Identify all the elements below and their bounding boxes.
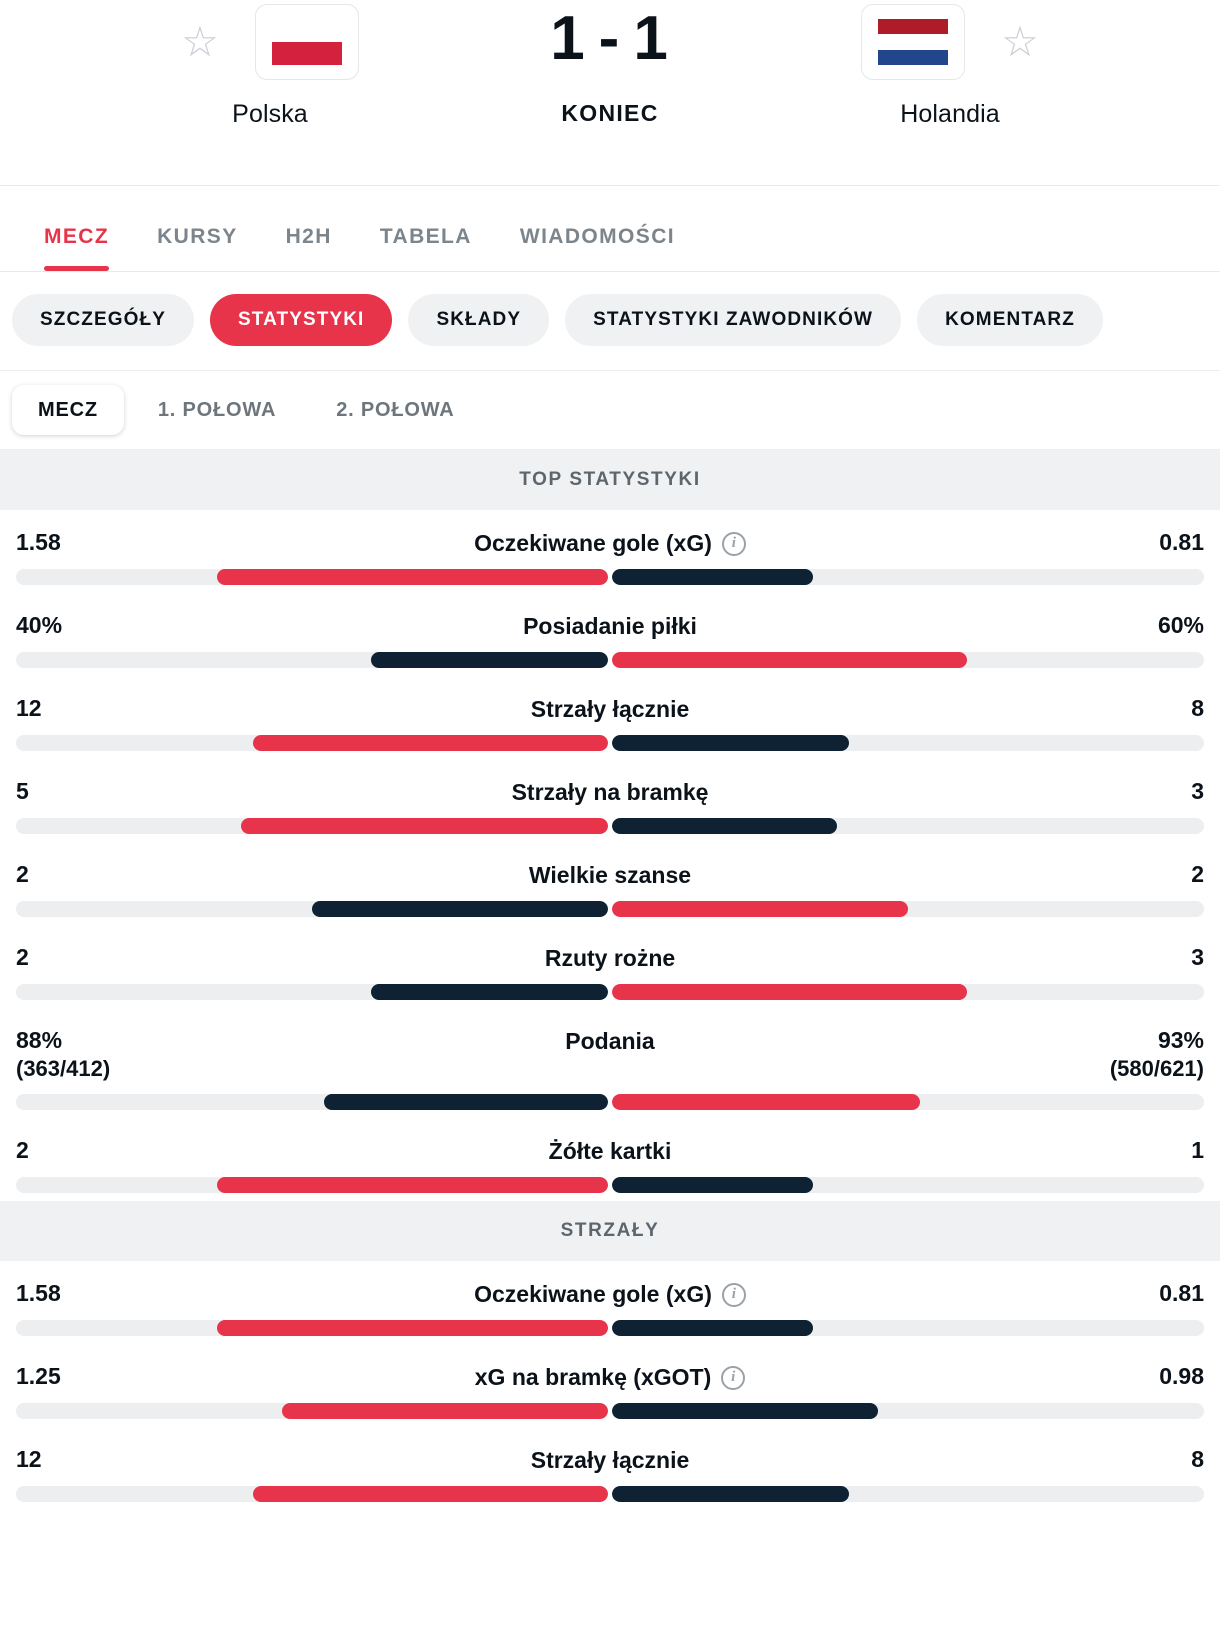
stats-sections	[0, 450, 1220, 1510]
stat-home-value: 2	[16, 1137, 29, 1164]
score-block	[480, 4, 740, 127]
stat-bar-home	[16, 1320, 608, 1336]
stat-label	[156, 860, 1064, 889]
tab-tabela[interactable]: TABELA	[379, 225, 472, 248]
stat-label-text: Wielkie szanse	[528, 862, 692, 888]
stat-bar-home-fill	[312, 901, 608, 917]
stat-row	[16, 1008, 1204, 1118]
stat-row	[16, 1261, 1204, 1344]
stat-bar-home-fill	[217, 1320, 608, 1336]
stat-label	[156, 1136, 1064, 1165]
stat-bar-away	[612, 984, 1204, 1000]
stat-away-value: 1	[1191, 1137, 1204, 1164]
poland-flag-icon	[272, 19, 342, 65]
stat-bar-home-fill	[217, 569, 608, 585]
stat-bar	[16, 1177, 1204, 1193]
stat-bar	[16, 652, 1204, 668]
favorite-star-icon-home[interactable]: ☆	[181, 18, 219, 65]
stat-home-value: 1.58	[16, 1280, 61, 1307]
stat-bar-away	[612, 569, 1204, 585]
stat-bar	[16, 735, 1204, 751]
stat-row	[16, 842, 1204, 925]
stat-home-value: 2	[16, 944, 29, 970]
stat-bar	[16, 818, 1204, 834]
stat-bar	[16, 569, 1204, 585]
stat-bar	[16, 1486, 1204, 1502]
stat-bar	[16, 1320, 1204, 1336]
pill-sklady[interactable]: SKŁADY	[408, 294, 549, 346]
stat-away-value: 60%	[1157, 612, 1204, 638]
stat-home-subvalue: (363/412)	[16, 1055, 111, 1081]
stat-home-value: 12	[16, 1446, 42, 1473]
stat-label	[156, 1026, 1064, 1055]
stat-away-value: 3	[1191, 944, 1204, 970]
stat-bar-away	[612, 1094, 1204, 1110]
pill-statystyki-zawodnikow[interactable]: STATYSTYKI ZAWODNIKÓW	[565, 294, 901, 346]
score-dash: -	[598, 4, 622, 73]
stat-label	[156, 777, 1064, 806]
stat-bar	[16, 901, 1204, 917]
scoreline	[550, 4, 670, 73]
pill-statystyki[interactable]: STATYSTYKI	[210, 294, 392, 346]
stat-bar-away	[612, 735, 1204, 751]
stat-bar-away-fill	[612, 818, 837, 834]
stat-bar-home-fill	[371, 652, 608, 668]
stat-bar-home	[16, 1486, 608, 1502]
stat-home-value: 40%	[16, 612, 63, 638]
stat-label-text: Posiadanie piłki	[523, 613, 697, 639]
stat-label-text: Strzały na bramkę	[511, 779, 709, 805]
stat-away-value: 93% (580/621)	[1064, 1026, 1204, 1082]
away-team-crest	[861, 4, 965, 80]
tab-mecz[interactable]: MECZ	[36, 225, 133, 271]
period-1-polowa[interactable]: 1. POŁOWA	[157, 398, 277, 421]
stat-bar-away-fill	[612, 569, 813, 585]
stat-row	[16, 593, 1204, 676]
away-team-block	[800, 4, 1100, 129]
stat-label	[156, 1279, 1064, 1308]
stat-label-text: Rzuty rożne	[544, 945, 676, 971]
stat-bar-away-fill	[612, 652, 967, 668]
stat-bar-home-fill	[371, 984, 608, 1000]
stat-bar-home	[16, 901, 608, 917]
stat-away-subvalue: (580/621)	[1109, 1055, 1204, 1081]
period-tab-bar	[0, 371, 1220, 450]
stat-bar-away	[612, 901, 1204, 917]
stat-bar-home	[16, 1094, 608, 1110]
home-team-name: Polska	[232, 100, 308, 128]
stat-bar-home-fill	[324, 1094, 608, 1110]
stat-label	[156, 528, 1064, 557]
stat-bar-away	[612, 1320, 1204, 1336]
tab-wiadomosci[interactable]: WIADOMOŚCI	[519, 225, 675, 248]
stat-label-text: Strzały łącznie	[530, 696, 690, 722]
netherlands-flag-icon	[878, 19, 948, 65]
stat-bar-away	[612, 652, 1204, 668]
stat-row	[16, 925, 1204, 1008]
stat-bar-away	[612, 1403, 1204, 1419]
stat-home-value: 2	[16, 861, 29, 887]
stat-bar-home	[16, 818, 608, 834]
stat-bar-away-fill	[612, 1094, 920, 1110]
stat-bar-home	[16, 569, 608, 585]
stat-away-value: 0.98	[1159, 1363, 1204, 1390]
away-score: 1	[633, 4, 670, 73]
stat-bar-away-fill	[612, 984, 967, 1000]
stat-bar-home-fill	[282, 1403, 608, 1419]
stat-list	[0, 1261, 1220, 1510]
stat-bar-home-fill	[241, 818, 608, 834]
primary-tab-bar	[0, 186, 1220, 272]
stat-label-text: xG na bramkę (xGOT)	[474, 1364, 712, 1391]
stat-away-value: 8	[1191, 1446, 1204, 1473]
stat-row	[16, 1118, 1204, 1201]
secondary-tab-bar	[0, 272, 1220, 371]
stat-bar-home-fill	[253, 735, 608, 751]
stat-bar	[16, 1403, 1204, 1419]
section-title: STRZAŁY	[0, 1201, 1220, 1261]
stat-home-value: 12	[16, 695, 42, 721]
stat-label-text: Strzały łącznie	[530, 1447, 690, 1474]
section-title: TOP STATYSTYKI	[0, 450, 1220, 510]
stat-bar-away	[612, 1177, 1204, 1193]
tab-h2h[interactable]: H2H	[285, 225, 332, 248]
stat-away-value: 3	[1191, 778, 1204, 804]
stat-row	[16, 1427, 1204, 1510]
stat-bar-home	[16, 984, 608, 1000]
stat-row	[16, 1344, 1204, 1427]
info-icon[interactable]: i	[722, 532, 746, 556]
stat-bar-away-fill	[612, 1403, 878, 1419]
stat-row	[16, 759, 1204, 842]
stat-list	[0, 510, 1220, 1201]
stat-away-value: 0.81	[1159, 529, 1204, 555]
info-icon[interactable]: i	[721, 1366, 745, 1390]
stat-label	[156, 611, 1064, 640]
period-2-polowa[interactable]: 2. POŁOWA	[336, 398, 455, 421]
stat-bar-away-fill	[612, 901, 908, 917]
stat-home-value: 5	[16, 778, 29, 804]
stat-row	[16, 510, 1204, 593]
stat-label	[156, 1362, 1064, 1391]
stat-label	[156, 943, 1064, 972]
stat-bar-away-fill	[612, 1177, 813, 1193]
stat-bar-away	[612, 1486, 1204, 1502]
stat-bar-home	[16, 652, 608, 668]
favorite-star-icon-away[interactable]: ☆	[1001, 18, 1039, 65]
stat-home-value: 88% (363/412)	[16, 1026, 156, 1082]
stat-bar	[16, 1094, 1204, 1110]
home-score: 1	[550, 4, 587, 73]
period-mecz[interactable]: MECZ	[12, 385, 124, 435]
tab-kursy[interactable]: KURSY	[157, 225, 238, 248]
pill-szczegoly[interactable]: SZCZEGÓŁY	[12, 294, 194, 346]
stat-bar-home-fill	[253, 1486, 608, 1502]
stat-bar-away-fill	[612, 1486, 849, 1502]
away-team-name: Holandia	[900, 100, 1000, 128]
stat-bar-away-fill	[612, 1320, 813, 1336]
stat-away-value: 2	[1191, 861, 1204, 887]
stat-label-text: Podania	[565, 1028, 655, 1054]
stat-label-text: Oczekiwane gole (xG)	[474, 530, 712, 556]
stat-home-value: 1.58	[16, 529, 61, 555]
home-team-block	[120, 4, 420, 129]
pill-komentarz[interactable]: KOMENTARZ	[917, 294, 1103, 346]
info-icon[interactable]: i	[722, 1283, 746, 1307]
stat-bar-away	[612, 818, 1204, 834]
stat-label	[156, 694, 1064, 723]
stat-bar	[16, 984, 1204, 1000]
match-status: KONIEC	[561, 100, 659, 126]
home-team-crest	[255, 4, 359, 80]
scoreboard	[0, 0, 1220, 186]
stat-home-value: 1.25	[16, 1363, 61, 1390]
stat-away-value: 0.81	[1159, 1280, 1204, 1307]
stat-bar-away-fill	[612, 735, 849, 751]
stat-label-text: Żółte kartki	[548, 1138, 672, 1165]
stat-row	[16, 676, 1204, 759]
stat-bar-home	[16, 1177, 608, 1193]
stat-bar-home-fill	[217, 1177, 608, 1193]
stat-bar-home	[16, 735, 608, 751]
stat-bar-home	[16, 1403, 608, 1419]
stat-label-text: Oczekiwane gole (xG)	[474, 1281, 712, 1308]
stat-label	[156, 1445, 1064, 1474]
stat-away-value: 8	[1191, 695, 1204, 721]
